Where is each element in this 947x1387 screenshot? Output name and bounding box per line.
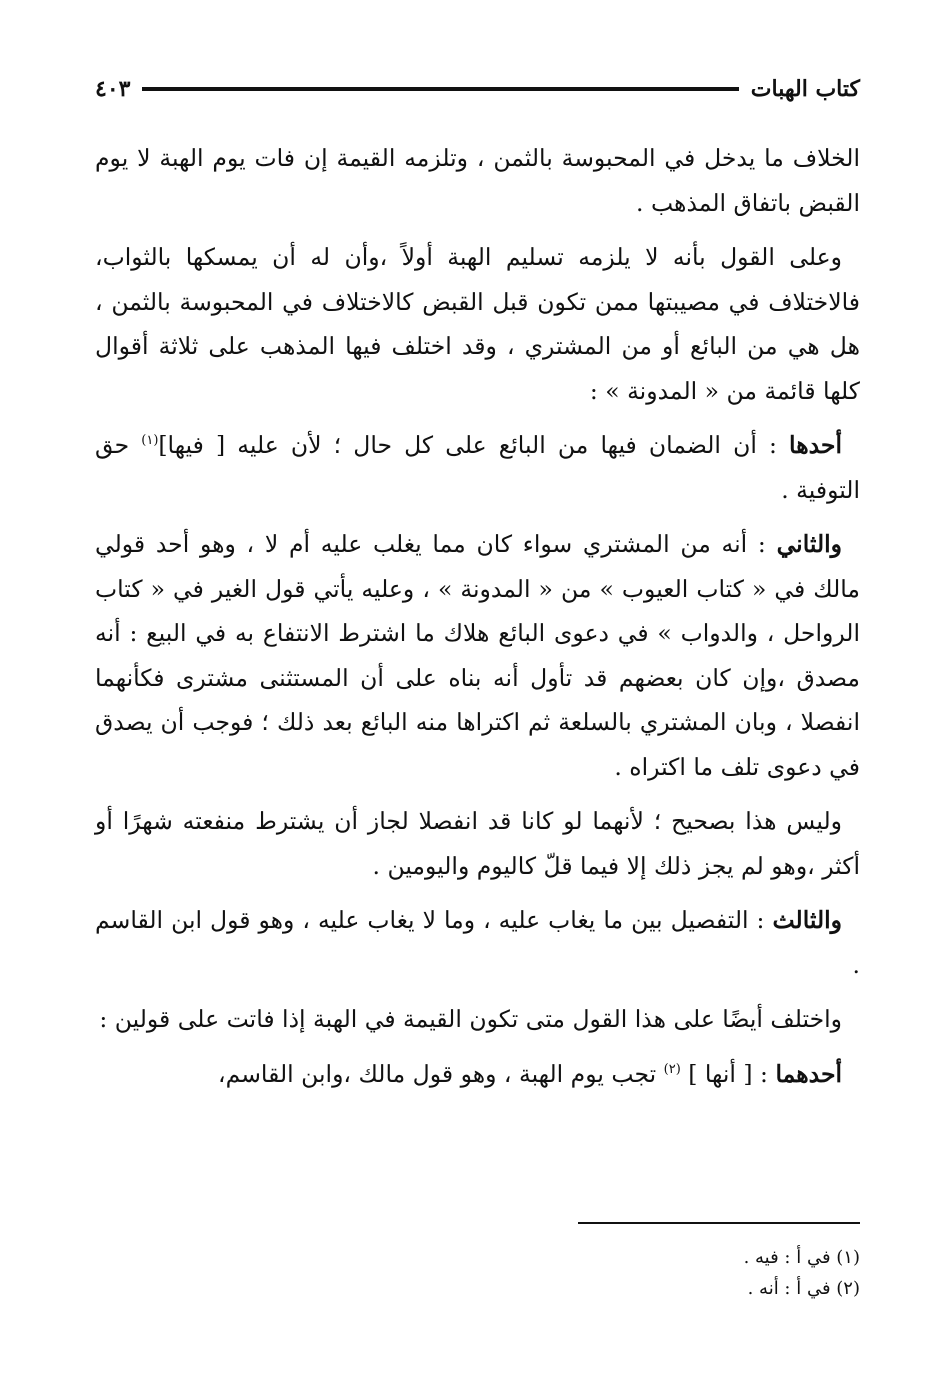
paragraph-lead: أحدهما — [775, 1059, 842, 1088]
paragraph-lead: أحدها — [789, 431, 842, 459]
footnote-separator — [578, 1222, 860, 1224]
footnotes — [95, 1242, 860, 1304]
paragraph — [95, 423, 860, 512]
header-rule — [142, 87, 738, 91]
footnote-ref: (١) — [141, 433, 159, 449]
footnote: (٢) في أ : أنه . — [747, 1278, 860, 1299]
footnote: (١) في أ : فيه . — [743, 1247, 860, 1268]
chapter-title: كتاب الهبات — [750, 76, 860, 102]
footnote-ref: (٢) — [663, 1061, 681, 1077]
paragraph-text: وعلى القول بأنه لا يلزمه تسليم الهبة أولاً ،وأن له أن يمسكها بالثواب، فالاختلاف في مصيبتها ممن تكون قبل القبض كالاختلاف في المحبوسة بالثمن ، هل هي من البائع أو من المشتري ، وقد اختلف فيها المذهب على ثلاثة أقوال كلها قائمة من « المدونة » : — [95, 243, 860, 405]
paragraph-text: واختلف أيضًا على هذا القول متى تكون القيمة في الهبة إذا فاتت على قولين : — [99, 1005, 842, 1033]
paragraph — [95, 799, 860, 888]
running-header — [95, 72, 860, 106]
paragraph-text: : التفصيل بين ما يغاب عليه ، وما لا يغاب عليه ، وهو قول ابن القاسم . — [95, 906, 860, 979]
paragraph — [95, 1052, 860, 1097]
paragraph-text: الخلاف ما يدخل في المحبوسة بالثمن ، وتلزمه القيمة إن فات يوم الهبة لا يوم القبض باتفاق المذهب . — [95, 144, 860, 217]
paragraph — [95, 522, 860, 789]
paragraph — [95, 235, 860, 413]
paragraph-lead: والثاني — [776, 530, 842, 558]
book-page — [95, 72, 860, 1299]
paragraph — [95, 997, 860, 1042]
paragraph-text: : [ أنها ] — [680, 1059, 768, 1088]
paragraph-text: : أنه من المشتري سواء كان مما يغلب عليه أم لا ، وهو أحد قولي مالك في « كتاب العيوب » من « المدونة » ، وعليه يأتي قول الغير في « كتاب الرواحل ، والدواب » في دعوى البائع هلاك ما اشترط الانتفاع به في البيع : أنه مصدق ،وإن كان بعضهم قد تأول أنه بناه على أن المستثنى مشترى فكأنهما انفصلا ، وبان المشتري بالسلعة ثم اكتراها منه البائع بعد ذلك ؛ فوجب أن يصدق في دعوى تلف ما اكتراه . — [95, 530, 860, 781]
paragraph-text: وليس هذا بصحيح ؛ لأنهما لو كانا قد انفصلا لجاز أن يشترط منفعته شهرًا أو أكثر ،وهو لم يجز ذلك إلا فيما قلّ كاليوم واليومين . — [95, 807, 860, 880]
paragraph-lead: والثالث — [772, 906, 843, 934]
paragraph-text-continued: حق التوفية . — [95, 431, 860, 504]
paragraph-text: : أن الضمان فيها من البائع على كل حال ؛ لأن عليه [ فيها] — [158, 431, 777, 459]
paragraph-text-continued: تجب يوم الهبة ، وهو قول مالك ،وابن القاسم، — [218, 1059, 664, 1088]
paragraph — [95, 136, 860, 225]
page-number: ٤٠٣ — [95, 76, 131, 102]
paragraph — [95, 898, 860, 987]
main-text — [95, 136, 860, 1096]
